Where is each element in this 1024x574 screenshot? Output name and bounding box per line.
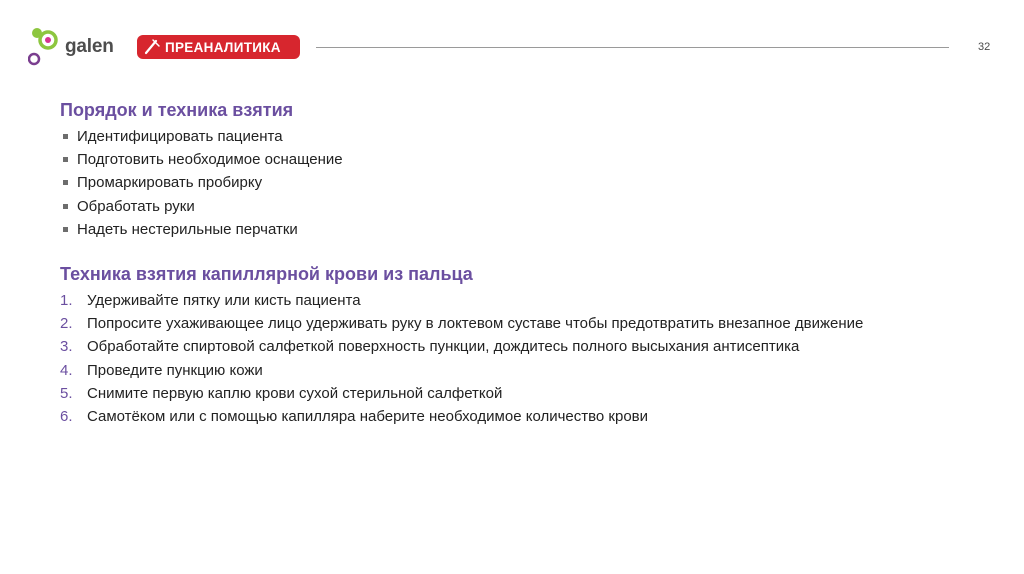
list-item-text: Снимите первую каплю крови сухой стерильной салфеткой <box>87 384 503 402</box>
slide-header <box>0 0 1024 80</box>
badge-label: ПРЕАНАЛИТИКА <box>165 39 281 55</box>
logo-text: galen <box>65 36 114 57</box>
list-item <box>60 171 343 194</box>
list-item <box>60 335 967 358</box>
numbered-list <box>60 289 967 428</box>
list-item-text: Обработайте спиртовой салфеткой поверхность пункции, дождитесь полного высыхания антисептика <box>87 338 800 356</box>
list-number: 2. <box>60 315 73 333</box>
list-number: 6. <box>60 408 73 426</box>
list-number: 1. <box>60 292 73 309</box>
page-number: 32 <box>978 41 991 53</box>
list-item <box>60 289 967 312</box>
list-item <box>60 218 343 241</box>
list-item-text: Промаркировать пробирку <box>77 174 263 192</box>
list-item <box>60 359 967 382</box>
list-item <box>60 148 343 171</box>
square-bullet-icon <box>63 227 68 232</box>
header-divider <box>316 47 949 48</box>
list-item-text: Надеть нестерильные перчатки <box>77 220 298 238</box>
square-bullet-icon <box>63 157 68 162</box>
preanalytics-badge <box>137 35 300 59</box>
list-item-text: Обработать руки <box>77 197 195 215</box>
section-title: Порядок и техника взятия <box>60 100 294 120</box>
section-capillary-technique <box>60 264 967 428</box>
list-item-text: Идентифицировать пациента <box>77 128 283 145</box>
square-bullet-icon <box>63 134 68 139</box>
list-number: 4. <box>60 361 73 379</box>
list-number: 5. <box>60 384 73 402</box>
list-item-text: Подготовить необходимое оснащение <box>77 151 343 169</box>
bullet-list <box>60 125 343 241</box>
list-item-text: Удерживайте пятку или кисть пациента <box>87 292 361 309</box>
square-bullet-icon <box>63 180 68 185</box>
list-item <box>60 125 343 148</box>
list-item <box>60 312 967 335</box>
list-item <box>60 195 343 218</box>
list-item <box>60 405 967 428</box>
square-bullet-icon <box>63 204 68 209</box>
list-item-text: Проведите пункцию кожи <box>87 361 263 379</box>
list-item-text: Самотёком или с помощью капилляра наберите необходимое количество крови <box>87 408 649 426</box>
section-title: Техника взятия капиллярной крови из пальца <box>60 264 473 284</box>
list-number: 3. <box>60 338 73 356</box>
list-item <box>60 382 967 405</box>
section-procedure <box>60 100 343 241</box>
test-tube-icon <box>139 35 165 59</box>
list-item-text: Попросите ухаживающее лицо удерживать руку в локтевом суставе чтобы предотвратить внезапное движение <box>87 315 864 333</box>
